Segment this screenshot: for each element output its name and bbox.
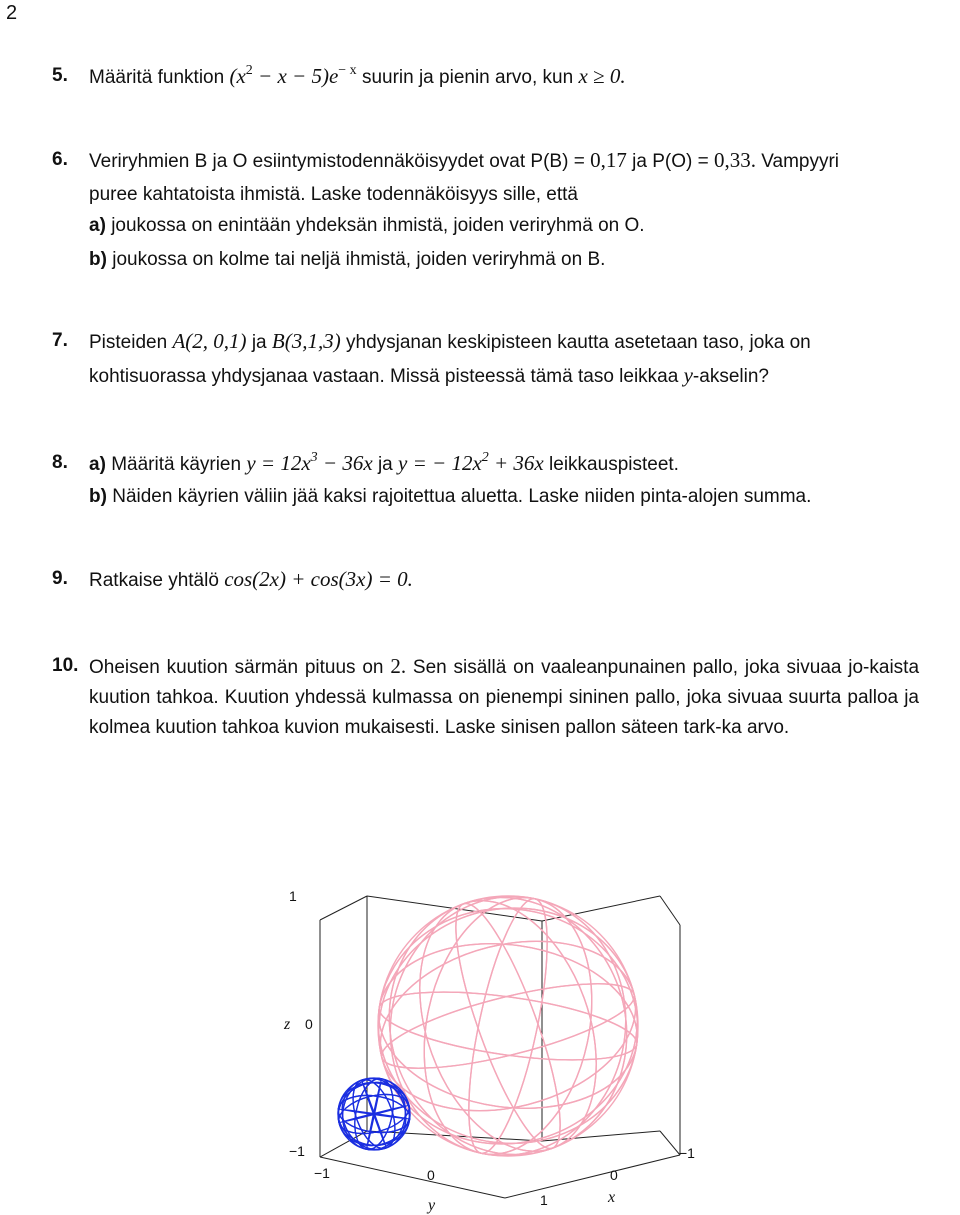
- problem-6-line-2: puree kahtatoista ihmistä. Laske todennäköisyys sille, että: [89, 184, 578, 205]
- sphere-parallel: [354, 881, 663, 1171]
- point-a: A(2, 0,1): [172, 329, 247, 353]
- sphere-meridian: [366, 874, 649, 1177]
- problem-7-line-1: Pisteiden A(2, 0,1) ja B(3,1,3) yhdysjanan keskipisteen kautta asetetaan taso, joka on: [89, 329, 811, 353]
- sphere-parallel: [368, 928, 648, 1125]
- problem-8-part-b: b) Näiden käyrien väliin jää kaksi rajoitettua aluetta. Laske niiden pinta-alojen summa.: [89, 486, 812, 507]
- sphere-parallel: [339, 1105, 409, 1123]
- problem-6-part-a: a) joukossa on enintään yhdeksän ihmistä, joiden veriryhmä on O.: [89, 215, 645, 236]
- sphere-meridian: [453, 893, 564, 1159]
- y-tick-left: −1: [314, 1165, 330, 1181]
- problem-7-line-2: kohtisuorassa yhdysjanaa vastaan. Missä pisteessä tämä taso leikkaa y-akselin?: [89, 363, 769, 387]
- z-axis-label: z: [284, 1016, 291, 1033]
- z-tick-mid: 0: [305, 1016, 313, 1032]
- sphere-parallel: [363, 892, 653, 1160]
- sphere-parallel: [375, 979, 641, 1072]
- problem-8-number: 8.: [52, 452, 68, 473]
- x-tick-right: −1: [679, 1145, 695, 1161]
- y-tick-mid: 0: [427, 1167, 435, 1183]
- sphere-meridian: [436, 894, 579, 1158]
- sphere-meridian: [402, 882, 615, 1170]
- sphere-meridian: [366, 874, 649, 1177]
- problem-7-number: 7.: [52, 330, 68, 351]
- cube-edge: [320, 896, 367, 920]
- p5-text-1: Määritä funktion: [89, 67, 225, 88]
- cube-edge: [660, 896, 680, 925]
- z-tick-bottom: −1: [289, 1143, 305, 1159]
- sphere-meridian: [436, 894, 579, 1158]
- problem-6-part-b: b) joukossa on kolme tai neljä ihmistä, joiden veriryhmä on B.: [89, 249, 606, 270]
- problem-9-number: 9.: [52, 568, 68, 589]
- sphere-parallel: [368, 928, 648, 1125]
- small-sphere: [332, 1070, 417, 1159]
- page-number: 2: [6, 2, 18, 24]
- cube-edge: [320, 1157, 505, 1198]
- curve-1: $y = 12x^3 - 36x$: [246, 450, 373, 475]
- p5-text-2: suurin ja pienin arvo, kun: [361, 67, 574, 88]
- cube-edge: [505, 1155, 680, 1198]
- problem-6-line-1: Veriryhmien B ja O esiintymistodennäköisyydet ovat P(B) = 0,17 ja P(O) = 0,33. Vampyyri: [89, 148, 840, 172]
- point-b: B(3,1,3): [271, 329, 341, 353]
- problem-9-text: Ratkaise yhtälö cos(2x) + cos(3x) = 0.: [89, 567, 413, 591]
- sphere-outline: [378, 896, 638, 1156]
- y-axis-label: y: [428, 1197, 436, 1214]
- x-axis-label: x: [608, 1189, 616, 1206]
- sphere-parallel: [354, 881, 663, 1171]
- sphere-meridian: [402, 882, 615, 1170]
- x-tick-left: 0: [610, 1167, 618, 1183]
- problem-8-part-a: a) Määritä käyrien $y = 12x^3 - 36x$ ja y = − $12x^2 + 36x$ leikkauspisteet.: [89, 450, 679, 475]
- curve-2: y = − $12x^2 + 36x$: [398, 450, 544, 475]
- problem-6-number: 6.: [52, 149, 68, 170]
- p5-function: $(x^2 - x - 5)e^{- x}$: [229, 63, 357, 88]
- p5-condition: x ≥ 0.: [578, 64, 626, 88]
- cube-edge: [542, 896, 660, 921]
- problem-10-text: Oheisen kuution särmän pituus on 2. Sen sisällä on vaaleanpunainen pallo, joka sivuaa jo-kaista kuution tahkoa. Kuution yhdessä kulmassa on pienempi sininen pallo, joka sivuaa suurta palloa ja kolmea kuution tahkoa kuvion mukaisesti. Laske sinisen pallon säteen tark-ka arvo.: [89, 654, 920, 738]
- y-tick-right: 1: [540, 1192, 548, 1208]
- equation: cos(2x) + cos(3x) = 0.: [224, 567, 413, 591]
- z-tick-top: 1: [289, 888, 297, 904]
- cube-edge: [660, 1131, 680, 1155]
- problem-10-number: 10.: [52, 655, 79, 676]
- sphere-meridian: [387, 876, 628, 1176]
- sphere-parallel: [363, 892, 653, 1160]
- problem-5-number: 5.: [52, 65, 68, 86]
